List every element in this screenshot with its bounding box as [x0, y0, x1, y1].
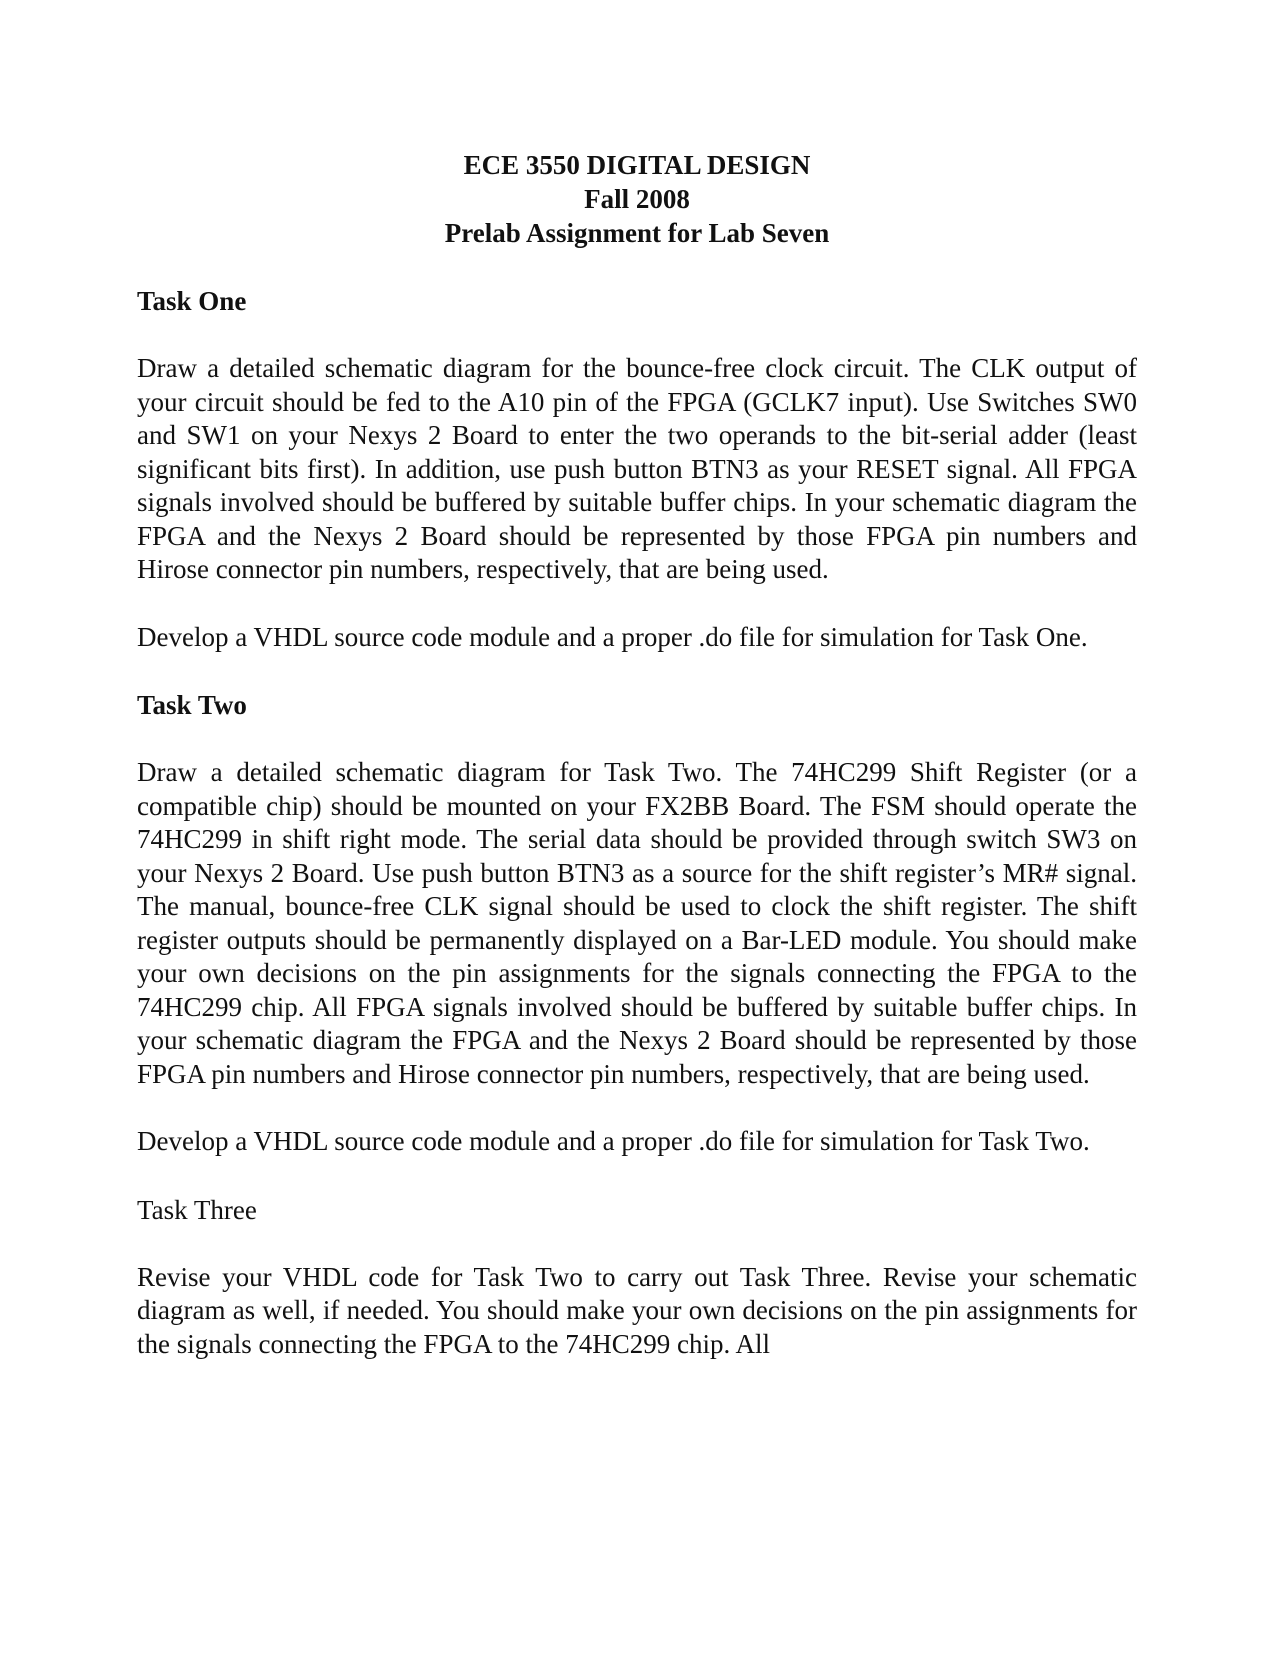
term-title: Fall 2008 — [584, 184, 690, 214]
assignment-title: Prelab Assignment for Lab Seven — [444, 218, 830, 248]
task-two-paragraph-2: Develop a VHDL source code module and a proper .do file for simulation for Task Two. — [137, 1126, 1090, 1156]
task-one-paragraph-1: Draw a detailed schematic diagram for the bounce-free clock circuit. The CLK output of your circuit should be fed to the A10 pin of the FPGA (GCLK7 input). Use Switches SW0 and SW1 on your Nexys 2 Board to enter the two operands to the bit-serial adder (least significant bits first). In addition, use push button BTN3 as your RESET signal. All FPGA signals involved should be buffered by suitable buffer chips. In your schematic diagram the FPGA and the Nexys 2 Board should be represented by those FPGA pin numbers and Hirose connector pin numbers, respectively, that are being used. — [137, 353, 1137, 584]
task-two-paragraph-1: Draw a detailed schematic diagram for Task Two. The 74HC299 Shift Register (or a compatible chip) should be mounted on your FX2BB Board. The FSM should operate the 74HC299 in shift right mode. The serial data should be provided through switch SW3 on your Nexys 2 Board. Use push button BTN3 as a source for the shift register’s MR# signal. The manual, bounce-free CLK signal should be used to clock the shift register. The shift register outputs should be permanently displayed on a Bar-LED module. You should make your own decisions on the pin assignments for the signals connecting the FPGA to the 74HC299 chip. All FPGA signals involved should be buffered by suitable buffer chips. In your schematic diagram the FPGA and the Nexys 2 Board should be represented by those FPGA pin numbers and Hirose connector pin numbers, respectively, that are being used. — [137, 757, 1137, 1089]
task-three-heading: Task Three — [137, 1194, 257, 1225]
task-one-paragraph-2: Develop a VHDL source code module and a proper .do file for simulation for Task One. — [137, 621, 1088, 652]
course-title: ECE 3550 DIGITAL DESIGN — [463, 150, 811, 180]
title-block — [137, 148, 1137, 250]
task-one-heading: Task One — [137, 286, 247, 316]
task-three-paragraph-1: Revise your VHDL code for Task Two to carry out Task Three. Revise your schematic diagram as well, if needed. You should make your own decisions on the pin assignments for the signals connecting the FPGA to the 74HC299 chip. All — [137, 1261, 1137, 1359]
document-page — [137, 148, 1137, 1361]
task-two-heading: Task Two — [137, 690, 247, 720]
